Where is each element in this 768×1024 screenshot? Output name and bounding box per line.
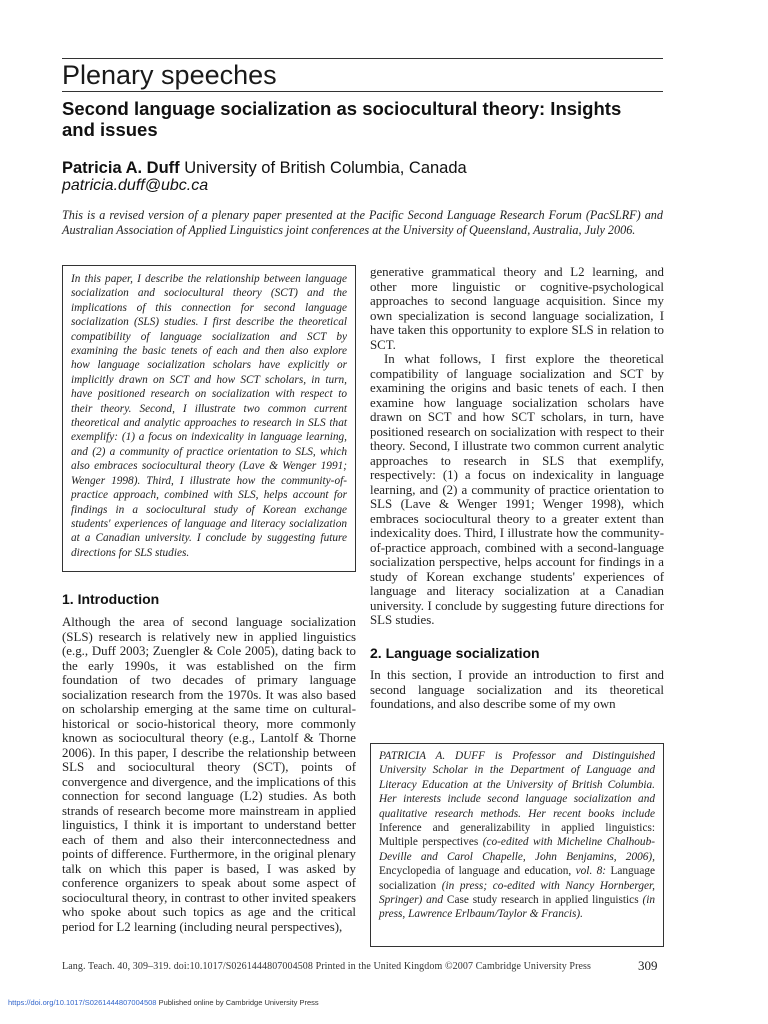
top-rule <box>62 58 663 59</box>
paper-title: Second language socialization as sociocultural theory: Insights and issues <box>62 98 622 140</box>
introduction-body: Although the area of second language socialization (SLS) research is relatively new in applied linguistics (e.g., Duff 2003; Zuengler & Cole 2005), dating back to the early 1990s, it was established on the firm foundation of two decades of primary language socialization research from the 1970s. It was also based on scholarship emerging at the same time on cultural-historical or socio-historical theory, more commonly known as sociocultural theory (e.g., Lantolf & Thorne 2006). In this paper, I describe the relationship between SLS and sociocultural theory (SCT), points of convergence and divergence, and the implications of this connection for second language (L2) studies. As both strands of research become more mainstream in applied linguistics, I think it is important to understand better each of them and also their interconnectedness and points of difference. Furthermore, in the original plenary talk on which this paper is based, I was asked by conference organizers to speak about some aspect of sociocultural theory, in contrast to other invited speakers who spoke about such topics as age and the critical period for L2 learning (including neural perspectives), <box>62 615 356 934</box>
bio-text: vol. 8: <box>575 865 607 878</box>
revision-note: This is a revised version of a plenary paper presented at the Pacific Second Language Research Forum (PacSLRF) and Australian Association of Applied Linguistics joint conferences at the University of Queensland, Australia, July 2006. <box>62 208 663 237</box>
author-email[interactable]: patricia.duff@ubc.ca <box>62 177 209 194</box>
right-column-text <box>370 265 664 628</box>
bio-book-title: Language socialization <box>379 865 655 892</box>
language-socialization-heading: 2. Language socialization <box>370 645 540 661</box>
bio-book-title: Encyclopedia of language and education, <box>379 865 572 878</box>
bio-text: (co-edited with Micheline Chalhoub-Deville and Carol Chapelle, John Benjamins, 2006), <box>379 836 655 863</box>
doi-link[interactable]: https://doi.org/10.1017/S0261444807004508 <box>8 998 157 1007</box>
footer-citation: Lang. Teach. 40, 309–319. doi:10.1017/S0261444807004508 Printed in the United Kingdom ©2007 Cambridge University Press <box>62 961 592 972</box>
author-bio-box <box>370 743 664 947</box>
author-name: Patricia A. Duff <box>62 159 180 177</box>
bio-book-title: Inference and generalizability in applied linguistics: Multiple perspectives <box>379 822 655 849</box>
bio-text: PATRICIA A. DUFF is Professor and Distinguished University Scholar in the Department of Language and Literacy Education at the University of British Columbia. Her interests include second language socialization and qualitative research methods. Her recent books include <box>379 750 655 820</box>
bio-text: (in press; co-edited with Nancy Hornberger, Springer) and <box>379 879 655 907</box>
language-socialization-body: In this section, I provide an introduction to first and second language socialization and its theoretical foundations, and also describe some of my own <box>370 668 664 711</box>
introduction-heading: 1. Introduction <box>62 591 160 607</box>
bio-text: (in press, Lawrence Erlbaum/Taylor & Francis). <box>379 894 655 921</box>
right-paragraph-2: In what follows, I first explore the theoretical compatibility of language socialization and SCT by examining the origins and basic tenets of each. I then examine how language socialization scholars have drawn on SCT and how SCT scholars, in turn, have positioned research on socialization with respect to their theory. Second, I illustrate two common current analytic approaches to research in SLS that exemplify, respectively: (1) a focus on indexicality in language learning, and (2) a community of practice orientation to SLS (Lave & Wenger 1991; Wenger 1998), which embraces sociocultural theory to a greater extent than indexicality does. Third, I illustrate how the community-of-practice approach, combined with a second-language socialization perspective, helps account for findings in a study of Korean exchange students' experiences of language and literacy socialization at a Canadian university. I conclude by suggesting future directions for SLS studies. <box>370 352 664 627</box>
section-label: Plenary speeches <box>62 60 277 90</box>
abstract-box: In this paper, I describe the relationship between language socialization and sociocultural theory (SCT) and the implications of this connection for second language socialization (SLS) studies. I first describe the theoretical compatibility of language socialization and SCT by examining the basic tenets of each and then also explore how language socialization scholars have explicitly or implicitly drawn on SCT and how SCT scholars, in turn, have positioned research on socialization with respect to their theory. Second, I illustrate two common current theoretical and analytic approaches to research in SLS that exemplify: (1) a focus on indexicality in language learning, and (2) a community of practice orientation to SLS, which also embraces sociocultural theory (Lave & Wenger 1991; Wenger 1998). Third, I illustrate how the community-of-practice approach, combined with SLS, helps account for findings in a sociocultural study of Korean exchange students' experiences of language and literacy socialization at a Canadian university. I conclude by suggesting future directions for SLS studies. <box>62 265 356 572</box>
bio-book-title: Case study research in applied linguistics <box>446 894 639 907</box>
author-affiliation: University of British Columbia, Canada <box>184 159 467 177</box>
right-paragraph-1: generative grammatical theory and L2 learning, and other more linguistic or cognitive-psychological approaches to second language acquisition. Since my own specialization is second language socialization, I have taken this opportunity to explore SLS in relation to SCT. <box>370 265 664 352</box>
author-line <box>62 159 467 178</box>
doi-footer <box>8 998 319 1007</box>
page-number: 309 <box>638 958 658 973</box>
section-rule <box>62 91 663 92</box>
published-note: Published online by Cambridge University Press <box>158 998 319 1007</box>
